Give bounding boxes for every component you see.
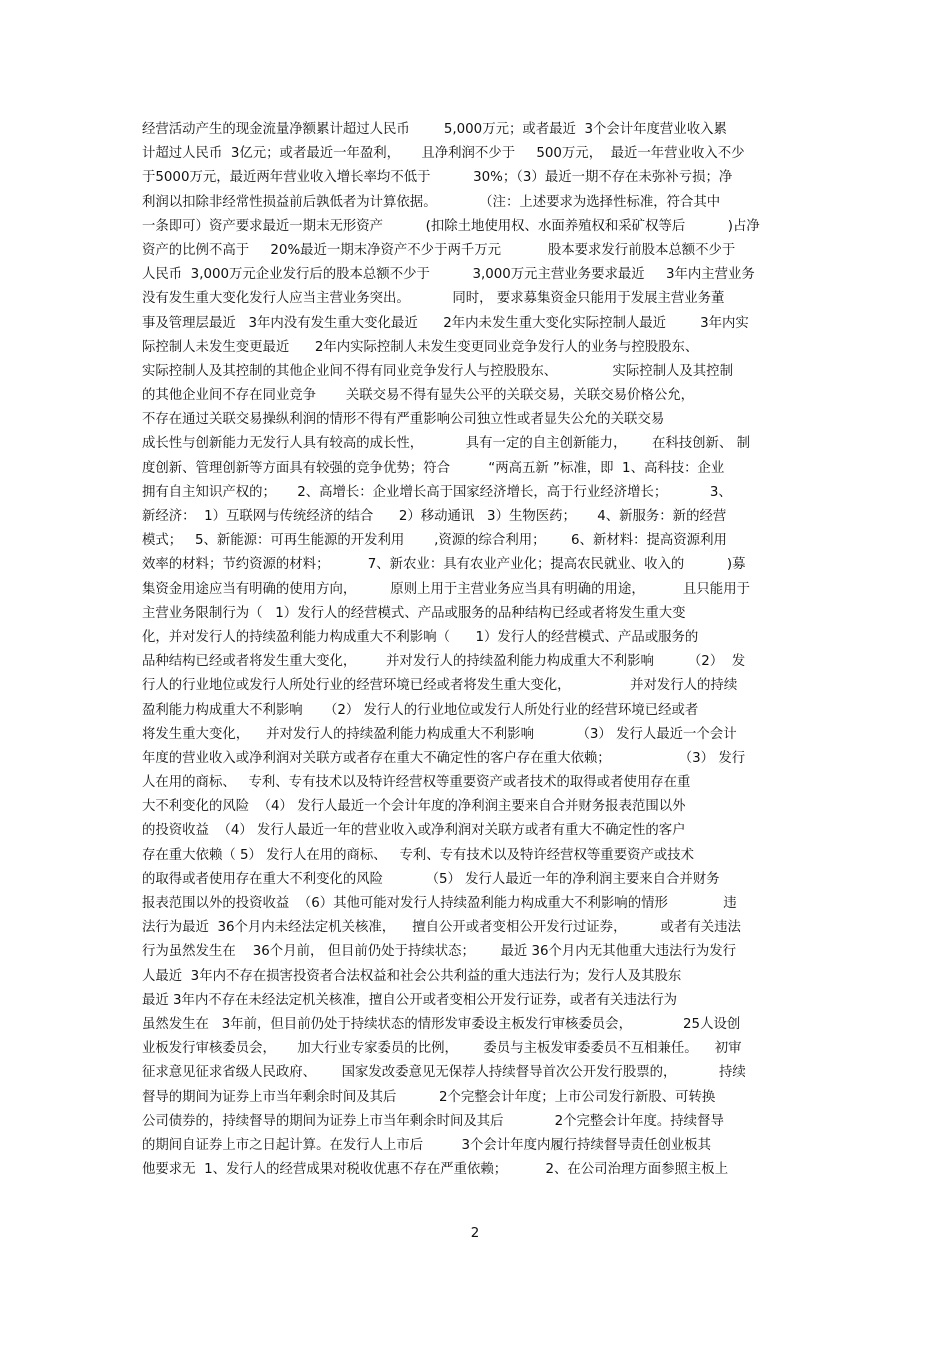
text-line: 业板发行审核委员会， 加大行业专家委员的比例， 委员与主板发审委委员不互相兼任。 初审 <box>142 1041 742 1057</box>
text-line: 将发生重大变化， 并对发行人的持续盈利能力构成重大不利影响 （3） 发行人最近一个会计 <box>142 726 737 742</box>
text-line: 拥有自主知识产权的； 2、高增长：企业增长高于国家经济增长，高于行业经济增长； 3、 <box>142 484 732 500</box>
text-line: 化，并对发行人的持续盈利能力构成重大不利影响（ 1）发行人的经营模式、产品或服务的 <box>142 629 699 645</box>
text-line: 盈利能力构成重大不利影响 （2） 发行人的行业地位或发行人所处行业的经营环境已经或者 <box>142 702 699 718</box>
text-line: 他要求无 1、发行人的经营成果对税收优惠不存在严重依赖； 2、在公司治理方面参照主板上 <box>142 1162 729 1178</box>
text-line: 征求意见征求省级人民政府、 国家发改委意见无保荐人持续督导首次公开发行股票的， 持续 <box>142 1065 746 1081</box>
text-line: 集资金用途应当有明确的使用方向， 原则上用于主营业务应当具有明确的用途， 且只能用于 <box>142 581 750 597</box>
text-line: 的其他企业间不存在同业竞争 关联交易不得有显失公平的关联交易，关联交易价格公允， <box>142 388 695 404</box>
text-line: 资产的比例不高于 20%最近一期末净资产不少于两千万元 股本要求发行前股本总额不少于 <box>142 242 736 258</box>
text-line: 计超过人民币 3亿元；或者最近一年盈利， 且净利润不少于 500万元， 最近一年营业收入不少 <box>142 146 745 162</box>
text-line: 最近 3年内不存在未经法定机关核准，擅自公开或者变相公开发行证券，或者有关违法行为 <box>142 992 678 1008</box>
text-line: 效率的材料；节约资源的材料； 7、新农业：具有农业产业化；提高农民就业、收入的 )募 <box>142 557 746 573</box>
text-line: 督导的期间为证券上市当年剩余时间及其后 2个完整会计年度；上市公司发行新股、可转换 <box>142 1089 716 1105</box>
text-line: 一条即可）资产要求最近一期末无形资产 (扣除土地使用权、水面养殖权和采矿权等后 )占净 <box>142 218 760 234</box>
text-line: 利润以扣除非经常性损益前后孰低者为计算依据。 （注：上述要求为选择性标准，符合其中 <box>142 194 721 210</box>
text-line: 的取得或者使用存在重大不利变化的风险 （5） 发行人最近一年的净利润主要来自合并财务 <box>142 871 720 887</box>
text-line: 的期间自证券上市之日起计算。在发行人上市后 3个会计年度内履行持续督导责任创业板其 <box>142 1137 712 1153</box>
text-line: 人在用的商标、 专利、专有技术以及特许经营权等重要资产或者技术的取得或者使用存在重 <box>142 775 691 791</box>
text-line: 年度的营业收入或净利润对关联方或者存在重大不确定性的客户存在重大依赖； （3） 发行 <box>142 750 746 766</box>
text-line: 成长性与创新能力无发行人具有较高的成长性， 具有一定的自主创新能力， 在科技创新、 制 <box>142 436 750 452</box>
document-body <box>142 118 822 1182</box>
text-line: 行人的行业地位或发行人所处行业的经营环境已经或者将发生重大变化， 并对发行人的持续 <box>142 678 738 694</box>
text-line: 报表范围以外的投资收益 （6）其他可能对发行人持续盈利能力构成重大不利影响的情形 违 <box>142 896 737 911</box>
text-line: 于5000万元，最近两年营业收入增长率均不低于 30%；（3）最近一期不存在未弥补亏损；净 <box>142 170 733 186</box>
text-line: 事及管理层最近 3年内没有发生重大变化最近 2年内未发生重大变化实际控制人最近 3年内实 <box>142 315 749 331</box>
text-line: 存在重大依赖（ 5） 发行人在用的商标、 专利、专有技术以及特许经营权等重要资产或技术 <box>142 847 695 863</box>
text-line: 度创新、管理创新等方面具有较强的竞争优势；符合 “两高五新 ”标准，即 1、高科技：企业 <box>142 460 725 476</box>
text-line: 虽然发生在 3年前，但目前仍处于持续状态的情形发审委设主板发行审核委员会， 25人设创 <box>142 1016 741 1032</box>
text-line: 经营活动产生的现金流量净额累计超过人民币 5,000万元；或者最近 3个会计年度营业收入累 <box>142 122 727 137</box>
text-line: 新经济： 1）互联网与传统经济的结合 2）移动通讯 3）生物医药； 4、新服务：新的经营 <box>142 509 727 524</box>
text-line: 品种结构已经或者将发生重大变化， 并对发行人的持续盈利能力构成重大不利影响 （2） 发 <box>142 654 746 670</box>
page-number: 2 <box>470 1226 480 1241</box>
text-line: 际控制人未发生变更最近 2年内实际控制人未发生变更同业竞争发行人的业务与控股股东、 <box>142 339 699 355</box>
text-line: 主营业务限制行为（ 1）发行人的经营模式、产品或服务的品种结构已经或者将发生重大变 <box>142 605 686 621</box>
text-line: 不存在通过关联交易操纵利润的情形不得有严重影响公司独立性或者显失公允的关联交易 <box>142 412 665 428</box>
text-line: 模式； 5、新能源：可再生能源的开发利用 ,资源的综合利用； 6、新材料：提高资源利用 <box>142 533 727 549</box>
text-line: 大不利变化的风险 （4） 发行人最近一个会计年度的净利润主要来自合并财务报表范围以外 <box>142 799 686 815</box>
text-line: 法行为最近 36个月内未经法定机关核准， 擅自公开或者变相公开发行过证券， 或者有关违法 <box>142 920 741 936</box>
text-line: 行为虽然发生在 36个月前， 但目前仍处于持续状态； 最近 36个月内无其他重大违法行为发行 <box>142 944 736 960</box>
text-line: 的投资收益 （4） 发行人最近一年的营业收入或净利润对关联方或者有重大不确定性的客户 <box>142 823 686 839</box>
text-line: 公司债券的，持续督导的期间为证券上市当年剩余时间及其后 2个完整会计年度。持续督导 <box>142 1113 724 1129</box>
text-line: 人民币 3,000万元企业发行后的股本总额不少于 3,000万元主营业务要求最近 3年内主营业务 <box>142 267 755 283</box>
text-line: 人最近 3年内不存在损害投资者合法权益和社会公共利益的重大违法行为；发行人及其股东 <box>142 968 682 984</box>
text-line: 没有发生重大变化发行人应当主营业务突出。 同时， 要求募集资金只能用于发展主营业务董 <box>142 291 725 307</box>
text-line: 实际控制人及其控制的其他企业间不得有同业竞争发行人与控股股东、 实际控制人及其控制 <box>142 363 733 379</box>
